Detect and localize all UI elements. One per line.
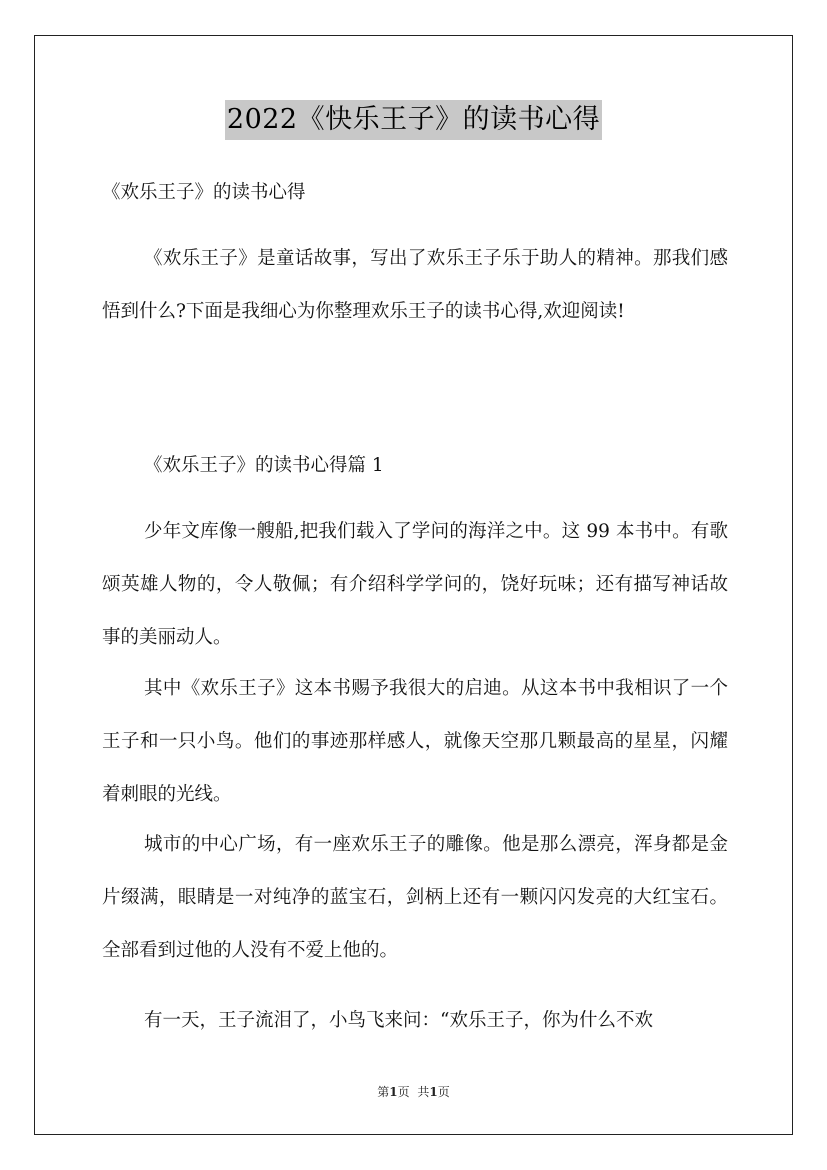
document-title: 2022《快乐王子》的读书心得 [225,100,602,140]
footer-prefix: 第 [377,1085,390,1099]
intro-paragraph: 《欢乐王子》是童话故事，写出了欢乐王子乐于助人的精神。那我们感悟到什么?下面是我细心为你整理欢乐王子的读书心得,欢迎阅读! [102,248,728,322]
body-paragraph: 其中《欢乐王子》这本书赐予我很大的启迪。从这本书中我相识了一个王子和一只小鸟。他们的事迹那样感人，就像天空那几颗最高的星星，闪耀着刺眼的光线。 [102,678,728,805]
body-paragraph: 有一天，王子流泪了，小鸟飞来问：“欢乐王子，你为什么不欢 [144,1010,653,1031]
body-paragraph: 城市的中心广场，有一座欢乐王子的雕像。他是那么漂亮，浑身都是金片缀满，眼睛是一对纯净的蓝宝石，剑柄上还有一颗闪闪发亮的大红宝石。全部看到过他的人没有不爱上他的。 [102,834,728,961]
body-paragraph: 少年文库像一艘船,把我们载入了学问的海洋之中。这 99 本书中。有歌颂英雄人物的，令人敬佩；有介绍科学学问的，饶好玩味；还有描写神话故事的美丽动人。 [102,521,728,648]
footer-total-suffix: 页 [437,1085,450,1099]
page-number: 1 [389,1085,398,1099]
document-subtitle: 《欢乐王子》的读书心得 [102,182,306,203]
footer-total-prefix: 共 [417,1085,430,1099]
footer-page-suffix: 页 [397,1085,410,1099]
page-footer [0,1083,827,1100]
title-container [0,100,827,140]
section-heading: 《欢乐王子》的读书心得篇 1 [144,455,384,476]
total-pages: 1 [429,1085,438,1099]
